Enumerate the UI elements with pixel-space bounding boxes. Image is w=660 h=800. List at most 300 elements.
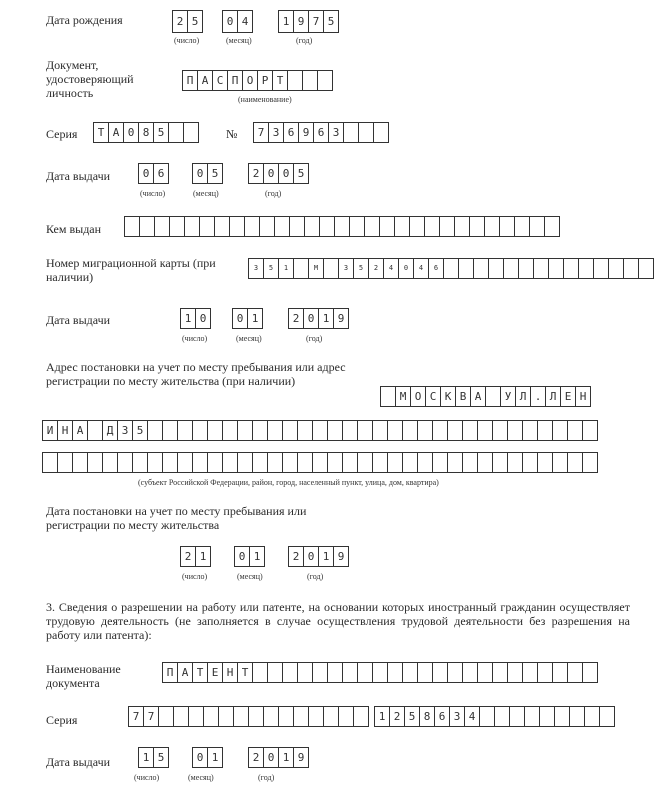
birth-year-cells[interactable]: [278, 10, 339, 33]
issue3-year-cells[interactable]: [248, 747, 309, 768]
char-cell[interactable]: .: [531, 386, 546, 407]
char-cell[interactable]: [508, 662, 523, 683]
char-cell[interactable]: [470, 216, 485, 237]
reg-year-cells[interactable]: [288, 546, 349, 567]
char-cell[interactable]: [493, 420, 508, 441]
char-cell[interactable]: [523, 420, 538, 441]
char-cell[interactable]: [553, 452, 568, 473]
char-cell[interactable]: 1: [248, 308, 263, 329]
char-cell[interactable]: [219, 706, 234, 727]
char-cell[interactable]: 0: [279, 163, 294, 184]
char-cell[interactable]: А: [109, 122, 124, 143]
char-cell[interactable]: 5: [208, 163, 223, 184]
char-cell[interactable]: 0: [304, 546, 319, 567]
char-cell[interactable]: [463, 452, 478, 473]
address-line-2-cells[interactable]: [42, 420, 598, 441]
char-cell[interactable]: 0: [399, 258, 414, 279]
char-cell[interactable]: 0: [193, 747, 208, 768]
char-cell[interactable]: [403, 662, 418, 683]
char-cell[interactable]: [410, 216, 425, 237]
char-cell[interactable]: 1: [279, 258, 294, 279]
char-cell[interactable]: С: [426, 386, 441, 407]
char-cell[interactable]: [159, 706, 174, 727]
char-cell[interactable]: И: [43, 420, 58, 441]
char-cell[interactable]: [253, 452, 268, 473]
char-cell[interactable]: 5: [188, 10, 203, 33]
char-cell[interactable]: 5: [294, 163, 309, 184]
char-cell[interactable]: [184, 122, 199, 143]
char-cell[interactable]: [268, 452, 283, 473]
char-cell[interactable]: Р: [258, 70, 273, 91]
char-cell[interactable]: [403, 452, 418, 473]
char-cell[interactable]: 4: [238, 10, 253, 33]
char-cell[interactable]: [440, 216, 455, 237]
char-cell[interactable]: [585, 706, 600, 727]
char-cell[interactable]: [510, 706, 525, 727]
char-cell[interactable]: [444, 258, 459, 279]
char-cell[interactable]: [474, 258, 489, 279]
char-cell[interactable]: 1: [250, 546, 265, 567]
birth-day-cells[interactable]: [172, 10, 203, 33]
char-cell[interactable]: [395, 216, 410, 237]
doc-type-cells[interactable]: [182, 70, 333, 91]
issue-year-cells[interactable]: [248, 163, 309, 184]
char-cell[interactable]: 1: [208, 747, 223, 768]
char-cell[interactable]: Л: [516, 386, 531, 407]
char-cell[interactable]: [568, 662, 583, 683]
char-cell[interactable]: А: [178, 662, 193, 683]
address-line-1-cells[interactable]: [380, 386, 591, 407]
char-cell[interactable]: 2: [390, 706, 405, 727]
char-cell[interactable]: [223, 420, 238, 441]
char-cell[interactable]: [178, 452, 193, 473]
char-cell[interactable]: Т: [193, 662, 208, 683]
char-cell[interactable]: [358, 452, 373, 473]
migration-card-cells[interactable]: [248, 258, 654, 279]
char-cell[interactable]: [193, 420, 208, 441]
char-cell[interactable]: 0: [235, 546, 250, 567]
char-cell[interactable]: 8: [420, 706, 435, 727]
char-cell[interactable]: [298, 420, 313, 441]
char-cell[interactable]: 0: [193, 163, 208, 184]
number-2-cells[interactable]: [374, 706, 615, 727]
char-cell[interactable]: [570, 706, 585, 727]
char-cell[interactable]: [305, 216, 320, 237]
char-cell[interactable]: Н: [223, 662, 238, 683]
char-cell[interactable]: [320, 216, 335, 237]
char-cell[interactable]: [318, 70, 333, 91]
char-cell[interactable]: [403, 420, 418, 441]
char-cell[interactable]: [245, 216, 260, 237]
char-cell[interactable]: 9: [334, 546, 349, 567]
char-cell[interactable]: [639, 258, 654, 279]
char-cell[interactable]: Н: [58, 420, 73, 441]
char-cell[interactable]: [594, 258, 609, 279]
char-cell[interactable]: 1: [196, 546, 211, 567]
char-cell[interactable]: [163, 452, 178, 473]
char-cell[interactable]: [448, 452, 463, 473]
char-cell[interactable]: [418, 420, 433, 441]
char-cell[interactable]: [433, 662, 448, 683]
char-cell[interactable]: [290, 216, 305, 237]
char-cell[interactable]: [185, 216, 200, 237]
char-cell[interactable]: 1: [279, 747, 294, 768]
char-cell[interactable]: Л: [546, 386, 561, 407]
char-cell[interactable]: [540, 706, 555, 727]
char-cell[interactable]: [163, 420, 178, 441]
char-cell[interactable]: [485, 216, 500, 237]
char-cell[interactable]: [204, 706, 219, 727]
char-cell[interactable]: 5: [154, 122, 169, 143]
char-cell[interactable]: [373, 452, 388, 473]
issue2-month-cells[interactable]: [232, 308, 263, 329]
issued-by-cells[interactable]: [124, 216, 560, 237]
birth-month-cells[interactable]: [222, 10, 253, 33]
issue2-year-cells[interactable]: [288, 308, 349, 329]
char-cell[interactable]: [264, 706, 279, 727]
char-cell[interactable]: 7: [309, 10, 324, 33]
char-cell[interactable]: [344, 122, 359, 143]
char-cell[interactable]: [538, 452, 553, 473]
char-cell[interactable]: 2: [249, 747, 264, 768]
char-cell[interactable]: [298, 662, 313, 683]
char-cell[interactable]: [530, 216, 545, 237]
char-cell[interactable]: [343, 662, 358, 683]
char-cell[interactable]: 4: [465, 706, 480, 727]
char-cell[interactable]: [208, 452, 223, 473]
char-cell[interactable]: 0: [233, 308, 248, 329]
char-cell[interactable]: П: [163, 662, 178, 683]
char-cell[interactable]: [493, 452, 508, 473]
char-cell[interactable]: [88, 420, 103, 441]
char-cell[interactable]: [133, 452, 148, 473]
char-cell[interactable]: [193, 452, 208, 473]
char-cell[interactable]: О: [411, 386, 426, 407]
char-cell[interactable]: [508, 420, 523, 441]
char-cell[interactable]: А: [471, 386, 486, 407]
char-cell[interactable]: 6: [429, 258, 444, 279]
char-cell[interactable]: [624, 258, 639, 279]
char-cell[interactable]: [358, 662, 373, 683]
char-cell[interactable]: 4: [414, 258, 429, 279]
char-cell[interactable]: [148, 420, 163, 441]
char-cell[interactable]: [328, 452, 343, 473]
char-cell[interactable]: [564, 258, 579, 279]
char-cell[interactable]: [354, 706, 369, 727]
char-cell[interactable]: [328, 420, 343, 441]
char-cell[interactable]: [568, 420, 583, 441]
char-cell[interactable]: 3: [269, 122, 284, 143]
char-cell[interactable]: [125, 216, 140, 237]
char-cell[interactable]: 5: [354, 258, 369, 279]
char-cell[interactable]: [523, 662, 538, 683]
char-cell[interactable]: [174, 706, 189, 727]
char-cell[interactable]: Е: [561, 386, 576, 407]
char-cell[interactable]: [486, 386, 501, 407]
char-cell[interactable]: 7: [254, 122, 269, 143]
char-cell[interactable]: 5: [405, 706, 420, 727]
char-cell[interactable]: В: [456, 386, 471, 407]
char-cell[interactable]: 2: [289, 308, 304, 329]
char-cell[interactable]: [73, 452, 88, 473]
char-cell[interactable]: 1: [139, 747, 154, 768]
char-cell[interactable]: 3: [118, 420, 133, 441]
char-cell[interactable]: [553, 662, 568, 683]
reg-day-cells[interactable]: [180, 546, 211, 567]
char-cell[interactable]: [359, 122, 374, 143]
char-cell[interactable]: [480, 706, 495, 727]
char-cell[interactable]: [253, 420, 268, 441]
char-cell[interactable]: 6: [284, 122, 299, 143]
char-cell[interactable]: [478, 662, 493, 683]
char-cell[interactable]: [328, 662, 343, 683]
char-cell[interactable]: 0: [223, 10, 238, 33]
char-cell[interactable]: [303, 70, 318, 91]
char-cell[interactable]: 3: [339, 258, 354, 279]
char-cell[interactable]: [103, 452, 118, 473]
char-cell[interactable]: [43, 452, 58, 473]
char-cell[interactable]: М: [396, 386, 411, 407]
char-cell[interactable]: [508, 452, 523, 473]
char-cell[interactable]: [568, 452, 583, 473]
char-cell[interactable]: [350, 216, 365, 237]
char-cell[interactable]: 0: [264, 163, 279, 184]
char-cell[interactable]: Т: [94, 122, 109, 143]
char-cell[interactable]: [448, 420, 463, 441]
passport-number-cells[interactable]: [253, 122, 389, 143]
char-cell[interactable]: 2: [249, 163, 264, 184]
char-cell[interactable]: К: [441, 386, 456, 407]
char-cell[interactable]: 9: [294, 10, 309, 33]
char-cell[interactable]: [583, 420, 598, 441]
char-cell[interactable]: [343, 420, 358, 441]
char-cell[interactable]: 5: [154, 747, 169, 768]
char-cell[interactable]: [358, 420, 373, 441]
char-cell[interactable]: 1: [319, 546, 334, 567]
char-cell[interactable]: [455, 216, 470, 237]
char-cell[interactable]: [170, 216, 185, 237]
char-cell[interactable]: [538, 420, 553, 441]
char-cell[interactable]: 8: [139, 122, 154, 143]
char-cell[interactable]: [339, 706, 354, 727]
char-cell[interactable]: [380, 216, 395, 237]
char-cell[interactable]: [418, 662, 433, 683]
char-cell[interactable]: [88, 452, 103, 473]
issue3-day-cells[interactable]: [138, 747, 169, 768]
char-cell[interactable]: С: [213, 70, 228, 91]
caption-day: (число): [140, 189, 166, 198]
char-cell[interactable]: [583, 452, 598, 473]
char-cell[interactable]: [553, 420, 568, 441]
char-cell[interactable]: Д: [103, 420, 118, 441]
char-cell[interactable]: А: [198, 70, 213, 91]
char-cell[interactable]: [313, 452, 328, 473]
char-cell[interactable]: 0: [196, 308, 211, 329]
char-cell[interactable]: [365, 216, 380, 237]
char-cell[interactable]: [538, 662, 553, 683]
char-cell[interactable]: [223, 452, 238, 473]
char-cell[interactable]: Е: [208, 662, 223, 683]
char-cell[interactable]: [545, 216, 560, 237]
char-cell[interactable]: [388, 662, 403, 683]
char-cell[interactable]: [600, 706, 615, 727]
char-cell[interactable]: П: [183, 70, 198, 91]
char-cell[interactable]: [609, 258, 624, 279]
char-cell[interactable]: [425, 216, 440, 237]
char-cell[interactable]: Т: [273, 70, 288, 91]
issue3-month-cells[interactable]: [192, 747, 223, 768]
char-cell[interactable]: П: [228, 70, 243, 91]
char-cell[interactable]: [268, 662, 283, 683]
char-cell[interactable]: [313, 662, 328, 683]
char-cell[interactable]: [283, 452, 298, 473]
series-2-cells[interactable]: [128, 706, 369, 727]
char-cell[interactable]: [309, 706, 324, 727]
char-cell[interactable]: Т: [238, 662, 253, 683]
char-cell[interactable]: [238, 420, 253, 441]
char-cell[interactable]: [294, 258, 309, 279]
char-cell[interactable]: [459, 258, 474, 279]
char-cell[interactable]: [208, 420, 223, 441]
char-cell[interactable]: [169, 122, 184, 143]
reg-month-cells[interactable]: [234, 546, 265, 567]
char-cell[interactable]: 9: [334, 308, 349, 329]
char-cell[interactable]: [388, 420, 403, 441]
doc-name-cells[interactable]: [162, 662, 598, 683]
char-cell[interactable]: [288, 70, 303, 91]
char-cell[interactable]: [388, 452, 403, 473]
char-cell[interactable]: [200, 216, 215, 237]
char-cell[interactable]: У: [501, 386, 516, 407]
char-cell[interactable]: 2: [173, 10, 188, 33]
char-cell[interactable]: [253, 662, 268, 683]
char-cell[interactable]: 5: [324, 10, 339, 33]
char-cell[interactable]: 5: [133, 420, 148, 441]
passport-series-cells[interactable]: [93, 122, 199, 143]
char-cell[interactable]: [525, 706, 540, 727]
char-cell[interactable]: [178, 420, 193, 441]
char-cell[interactable]: [489, 258, 504, 279]
char-cell[interactable]: [374, 122, 389, 143]
char-cell[interactable]: [335, 216, 350, 237]
char-cell[interactable]: [249, 706, 264, 727]
char-cell[interactable]: [189, 706, 204, 727]
char-cell[interactable]: [515, 216, 530, 237]
char-cell[interactable]: [283, 420, 298, 441]
char-cell[interactable]: [418, 452, 433, 473]
char-cell[interactable]: [523, 452, 538, 473]
char-cell[interactable]: 2: [289, 546, 304, 567]
char-cell[interactable]: [275, 216, 290, 237]
issue-month-cells[interactable]: [192, 163, 223, 184]
char-cell[interactable]: М: [309, 258, 324, 279]
char-cell[interactable]: А: [73, 420, 88, 441]
char-cell[interactable]: 0: [304, 308, 319, 329]
char-cell[interactable]: [579, 258, 594, 279]
char-cell[interactable]: 0: [264, 747, 279, 768]
char-cell[interactable]: [504, 258, 519, 279]
caption-name: (наименование): [238, 95, 292, 104]
char-cell[interactable]: 6: [154, 163, 169, 184]
char-cell[interactable]: 1: [375, 706, 390, 727]
char-cell[interactable]: 1: [319, 308, 334, 329]
char-cell[interactable]: [58, 452, 73, 473]
char-cell[interactable]: [433, 452, 448, 473]
char-cell[interactable]: [279, 706, 294, 727]
char-cell[interactable]: 0: [124, 122, 139, 143]
char-cell[interactable]: [283, 662, 298, 683]
char-cell[interactable]: [268, 420, 283, 441]
char-cell[interactable]: 2: [369, 258, 384, 279]
caption-month: (месяц): [188, 773, 214, 782]
char-cell[interactable]: [549, 258, 564, 279]
char-cell[interactable]: [478, 420, 493, 441]
char-cell[interactable]: [140, 216, 155, 237]
char-cell[interactable]: [155, 216, 170, 237]
char-cell[interactable]: 2: [181, 546, 196, 567]
char-cell[interactable]: [215, 216, 230, 237]
char-cell[interactable]: Н: [576, 386, 591, 407]
char-cell[interactable]: 3: [450, 706, 465, 727]
char-cell[interactable]: [294, 706, 309, 727]
char-cell[interactable]: [463, 420, 478, 441]
char-cell[interactable]: [495, 706, 510, 727]
char-cell[interactable]: 0: [139, 163, 154, 184]
char-cell[interactable]: [433, 420, 448, 441]
char-cell[interactable]: [260, 216, 275, 237]
char-cell[interactable]: [234, 706, 249, 727]
char-cell[interactable]: 3: [329, 122, 344, 143]
char-cell[interactable]: 1: [181, 308, 196, 329]
char-cell[interactable]: [493, 662, 508, 683]
char-cell[interactable]: 7: [129, 706, 144, 727]
char-cell[interactable]: [373, 420, 388, 441]
char-cell[interactable]: [238, 452, 253, 473]
char-cell[interactable]: 4: [384, 258, 399, 279]
char-cell[interactable]: 9: [299, 122, 314, 143]
issue2-day-cells[interactable]: [180, 308, 211, 329]
address-line-3-cells[interactable]: [42, 452, 598, 473]
char-cell[interactable]: 1: [279, 10, 294, 33]
char-cell[interactable]: 9: [294, 747, 309, 768]
char-cell[interactable]: [148, 452, 163, 473]
char-cell[interactable]: [298, 452, 313, 473]
char-cell[interactable]: [324, 706, 339, 727]
char-cell[interactable]: [373, 662, 388, 683]
char-cell[interactable]: [478, 452, 493, 473]
char-cell[interactable]: О: [243, 70, 258, 91]
char-cell[interactable]: [324, 258, 339, 279]
char-cell[interactable]: [534, 258, 549, 279]
char-cell[interactable]: [381, 386, 396, 407]
char-cell[interactable]: 5: [264, 258, 279, 279]
char-cell[interactable]: 6: [314, 122, 329, 143]
char-cell[interactable]: [230, 216, 245, 237]
char-cell[interactable]: [343, 452, 358, 473]
issue-day-cells[interactable]: [138, 163, 169, 184]
char-cell[interactable]: 6: [435, 706, 450, 727]
char-cell[interactable]: [463, 662, 478, 683]
char-cell[interactable]: [313, 420, 328, 441]
char-cell[interactable]: [555, 706, 570, 727]
char-cell[interactable]: 7: [144, 706, 159, 727]
char-cell[interactable]: 3: [249, 258, 264, 279]
char-cell[interactable]: [500, 216, 515, 237]
char-cell[interactable]: [118, 452, 133, 473]
char-cell[interactable]: [448, 662, 463, 683]
char-cell[interactable]: [519, 258, 534, 279]
char-cell[interactable]: [583, 662, 598, 683]
